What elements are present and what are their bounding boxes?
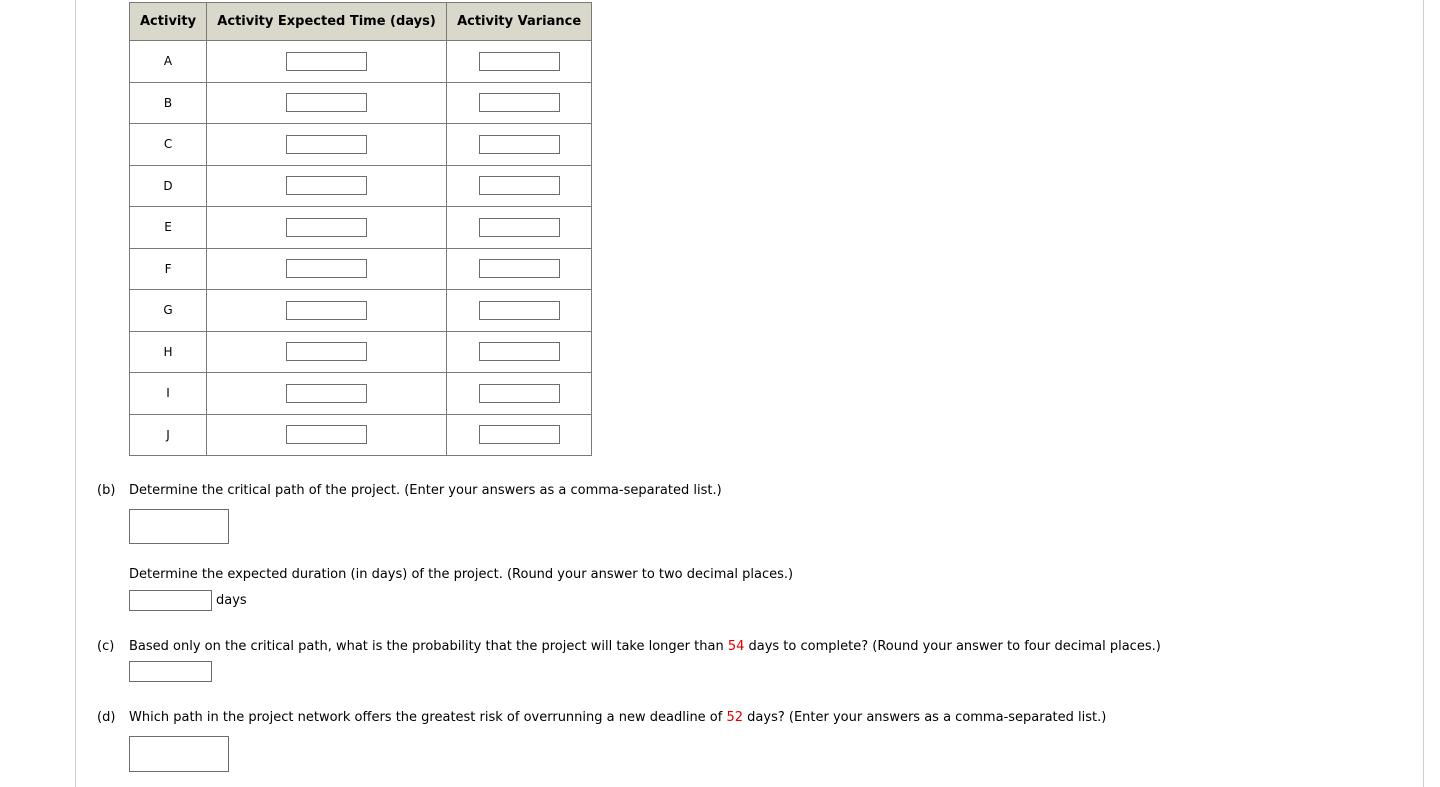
table-row: [130, 248, 592, 290]
variance-input[interactable]: [479, 259, 560, 278]
part-d-days-value: 52: [726, 710, 744, 725]
variance-input[interactable]: [479, 384, 560, 403]
activity-label: C: [130, 124, 207, 166]
part-c-text-1: Based only on the critical path, what is the probability that the project will take longer than: [129, 639, 728, 654]
expected-time-input[interactable]: [286, 425, 367, 444]
activity-label: H: [130, 331, 207, 373]
part-c-label: (c): [97, 639, 115, 654]
input-cell: [207, 124, 447, 166]
input-cell: [447, 373, 592, 415]
variance-input[interactable]: [479, 176, 560, 195]
variance-input[interactable]: [479, 135, 560, 154]
input-cell: [447, 414, 592, 456]
activity-label: E: [130, 207, 207, 249]
input-cell: [447, 331, 592, 373]
expected-time-input[interactable]: [286, 342, 367, 361]
table-row: [130, 165, 592, 207]
input-cell: [207, 248, 447, 290]
risk-path-input[interactable]: [129, 736, 229, 772]
expected-time-input[interactable]: [286, 176, 367, 195]
duration-unit: days: [216, 593, 247, 608]
input-cell: [207, 41, 447, 83]
variance-input[interactable]: [479, 425, 560, 444]
input-cell: [447, 207, 592, 249]
expected-time-input[interactable]: [286, 384, 367, 403]
table-row: [130, 41, 592, 83]
probability-input[interactable]: [129, 661, 212, 682]
input-cell: [447, 82, 592, 124]
part-d-question: [129, 710, 1106, 725]
part-b-question: Determine the critical path of the project. (Enter your answers as a comma-separated list.): [129, 483, 722, 498]
activity-label: J: [130, 414, 207, 456]
part-c-text-2: days to complete? (Round your answer to four decimal places.): [744, 639, 1161, 654]
table-row: [130, 82, 592, 124]
activity-label: F: [130, 248, 207, 290]
table-row: [130, 124, 592, 166]
activity-label: G: [130, 290, 207, 332]
expected-time-input[interactable]: [286, 259, 367, 278]
variance-input[interactable]: [479, 93, 560, 112]
activity-label: A: [130, 41, 207, 83]
activity-label: B: [130, 82, 207, 124]
activity-label: D: [130, 165, 207, 207]
input-cell: [447, 124, 592, 166]
table-row: [130, 414, 592, 456]
variance-input[interactable]: [479, 52, 560, 71]
input-cell: [447, 290, 592, 332]
input-cell: [447, 248, 592, 290]
table-row: [130, 207, 592, 249]
expected-time-input[interactable]: [286, 52, 367, 71]
expected-time-input[interactable]: [286, 135, 367, 154]
expected-time-input[interactable]: [286, 93, 367, 112]
activity-table: [129, 2, 592, 456]
input-cell: [447, 165, 592, 207]
table-row: [130, 290, 592, 332]
expected-time-input[interactable]: [286, 301, 367, 320]
part-d-label: (d): [97, 710, 116, 725]
input-cell: [207, 290, 447, 332]
input-cell: [207, 207, 447, 249]
variance-input[interactable]: [479, 218, 560, 237]
table-row: [130, 331, 592, 373]
expected-time-input[interactable]: [286, 218, 367, 237]
input-cell: [207, 331, 447, 373]
part-d-text-2: days? (Enter your answers as a comma-separated list.): [743, 710, 1107, 725]
part-c-question: [129, 639, 1161, 654]
variance-input[interactable]: [479, 342, 560, 361]
part-c-days-value: 54: [727, 639, 745, 654]
input-cell: [207, 414, 447, 456]
input-cell: [447, 41, 592, 83]
critical-path-input[interactable]: [129, 509, 229, 544]
variance-input[interactable]: [479, 301, 560, 320]
table-row: [130, 373, 592, 415]
part-b-duration-question: Determine the expected duration (in days) of the project. (Round your answer to two decimal places.): [129, 567, 794, 582]
part-b-label: (b): [97, 483, 116, 498]
table-header-row: [130, 3, 592, 41]
part-d-text-1: Which path in the project network offers the greatest risk of overrunning a new deadline of: [129, 710, 727, 725]
input-cell: [207, 373, 447, 415]
input-cell: [207, 165, 447, 207]
header-activity: Activity: [130, 3, 207, 41]
header-expected-time: Activity Expected Time (days): [207, 3, 447, 41]
expected-duration-input[interactable]: [129, 590, 212, 611]
input-cell: [207, 82, 447, 124]
activity-label: I: [130, 373, 207, 415]
header-variance: Activity Variance: [447, 3, 592, 41]
